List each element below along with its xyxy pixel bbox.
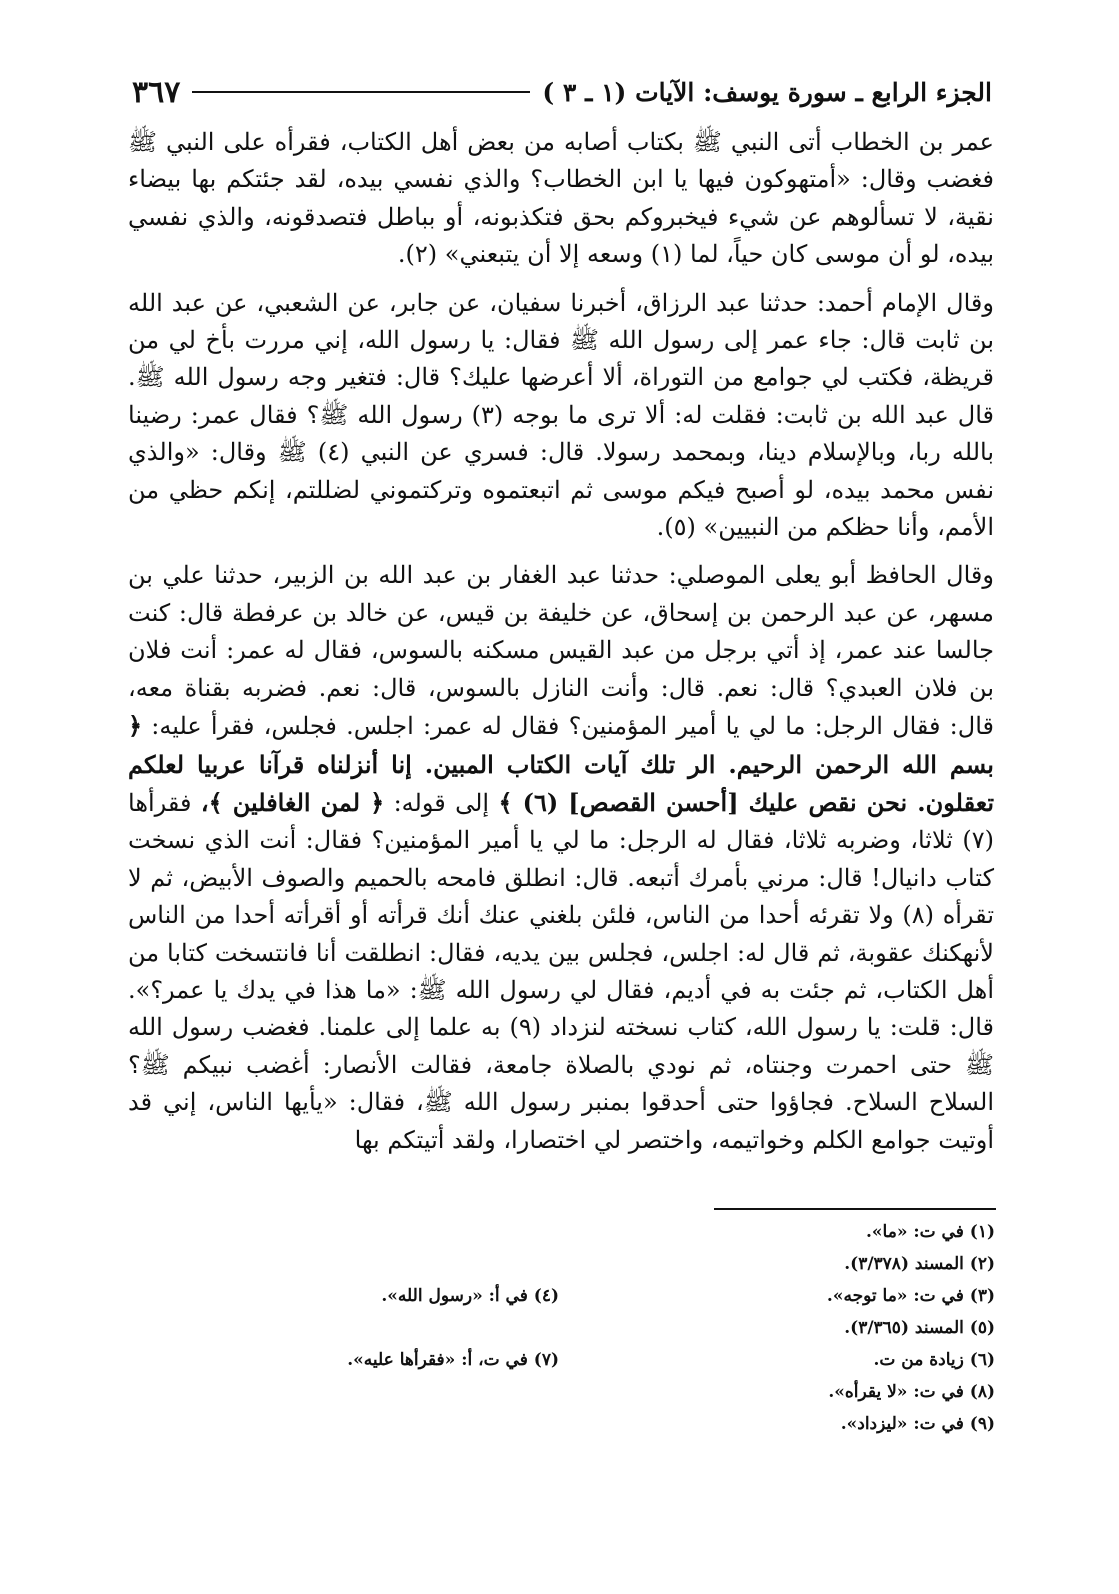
footnote-3: (٣) في ت: «ما توجه». — [826, 1286, 995, 1306]
paragraph-1: عمر بن الخطاب أتى النبي ﷺ بكتاب أصابه من بعض أهل الكتاب، فقرأه على النبي ﷺ فغضب وقال: «أمتهوكون فيها يا ابن الخطاب؟ والذي نفسي بيده، لقد جئتكم بها بيضاء نقية، لا تسألوهم عن شيء فيخبروكم بحق فتكذبونه، أو بباطل فتصدقونه، والذي نفسي بيده، لو أن موسى كان حياً، لما (١) وسعه إلا أن يتبعني» (٢). — [128, 128, 994, 269]
main-text — [128, 124, 994, 1159]
header-title: الجزء الرابع ـ سورة يوسف: الآيات (١ ـ ٣ ) — [542, 77, 992, 107]
footnote-separator — [714, 1208, 996, 1210]
footnote-8: (٨) في ت: «لا يقرأه». — [828, 1382, 995, 1402]
paragraph-3-part-c: فقرأها (٧) ثلاثا، وضربه ثلاثا، فقال له الرجل: ما لي يا أمير المؤمنين؟ فقال: أنت الذي نسخت كتاب دانيال! قال: مرني بأمرك أتبعه. قال: انطلق فامحه بالحميم والصوف الأبيض، ثم لا تقرأه (٨) ولا تقرئه أحدا من الناس، فلئن بلغني عنك أنك قرأته أو أقرأته أحدا من الناس لأنهكنك عقوبة، ثم قال له: اجلس، فجلس بين يديه، فقال: انطلقت أنا فانتسخت كتابا من أهل الكتاب، ثم جئت به في أديم، فقال لي رسول الله ﷺ: «ما هذا في يدك يا عمر؟». قال: قلت: يا رسول الله، كتاب نسخته لنزداد (٩) به علما إلى علمنا. فغضب رسول الله ﷺ حتى احمرت وجنتاه، ثم نودي بالصلاة جامعة، فقالت الأنصار: أغضب نبيكم ﷺ؟ السلاح السلاح. فجاؤوا حتى أحدقوا بمنبر رسول الله ﷺ، فقال: «يأيها الناس، إني قد أوتيت جوامع الكلم وخواتيمه، واختصر لي اختصارا، ولقد أتيتكم بها — [128, 788, 994, 1154]
paragraph-3-part-a: وقال الحافظ أبو يعلى الموصلي: حدثنا عبد الغفار بن عبد الله بن الزبير، حدثنا علي بن مسهر، عن عبد الرحمن بن إسحاق، عن خليفة بن قيس، عن خالد بن عرفطة قال: كنت جالسا عند عمر، إذ أتي برجل من عبد القيس مسكنه بالسوس، فقال له عمر: أنت فلان بن فلان العبدي؟ قال: نعم. قال: وأنت النازل بالسوس، قال: نعم. فضربه بقناة معه، قال: فقال الرجل: ما لي يا أمير المؤمنين؟ فقال له عمر: اجلس. فجلس، فقرأ عليه: — [128, 561, 995, 741]
quran-quote-1: ﴿ بسم الله الرحمن الرحيم. الر تلك آيات الكتاب المبين. إنا أنزلناه قرآنا عربيا لعلكم تعقلون. نحن نقص عليك [أحسن القصص] (٦) ﴾ — [128, 711, 995, 817]
footnote-4: (٤) في أ: «رسول الله». — [381, 1286, 559, 1306]
page-number: ٣٦٧ — [132, 74, 181, 110]
header-rule — [192, 91, 530, 93]
footnote-2: (٢) المسند (٣/٣٧٨). — [844, 1254, 995, 1274]
running-header — [132, 70, 992, 114]
footnote-6: (٦) زيادة من ت. — [873, 1350, 995, 1370]
quran-quote-2: ﴿ لمن الغافلين ﴾، — [200, 787, 385, 817]
footnote-7: (٧) في ت، أ: «فقرأها عليه». — [347, 1350, 559, 1370]
footnote-5: (٥) المسند (٣/٣٦٥). — [844, 1318, 995, 1338]
paragraph-3-part-b: إلى قوله: — [393, 788, 490, 817]
paragraph-3 — [128, 557, 994, 1159]
footnote-1: (١) في ت: «ما». — [865, 1222, 995, 1242]
footnote-9: (٩) في ت: «ليزداد». — [840, 1414, 995, 1434]
paragraph-2: وقال الإمام أحمد: حدثنا عبد الرزاق، أخبرنا سفيان، عن جابر، عن الشعبي، عن عبد الله بن ثابت قال: جاء عمر إلى رسول الله ﷺ فقال: يا رسول الله، إني مررت بأخ لي من قريظة، فكتب لي جوامع من التوراة، ألا أعرضها عليك؟ قال: فتغير وجه رسول الله ﷺ. قال عبد الله بن ثابت: فقلت له: ألا ترى ما بوجه (٣) رسول الله ﷺ؟ فقال عمر: رضينا بالله ربا، وبالإسلام دينا، وبمحمد رسولا. قال: فسري عن النبي (٤) ﷺ وقال: «والذي نفس محمد بيده، لو أصبح فيكم موسى ثم اتبعتموه وتركتموني لضللتم، إنكم حظي من الأمم، وأنا حظكم من النبيين» (٥). — [128, 288, 995, 542]
